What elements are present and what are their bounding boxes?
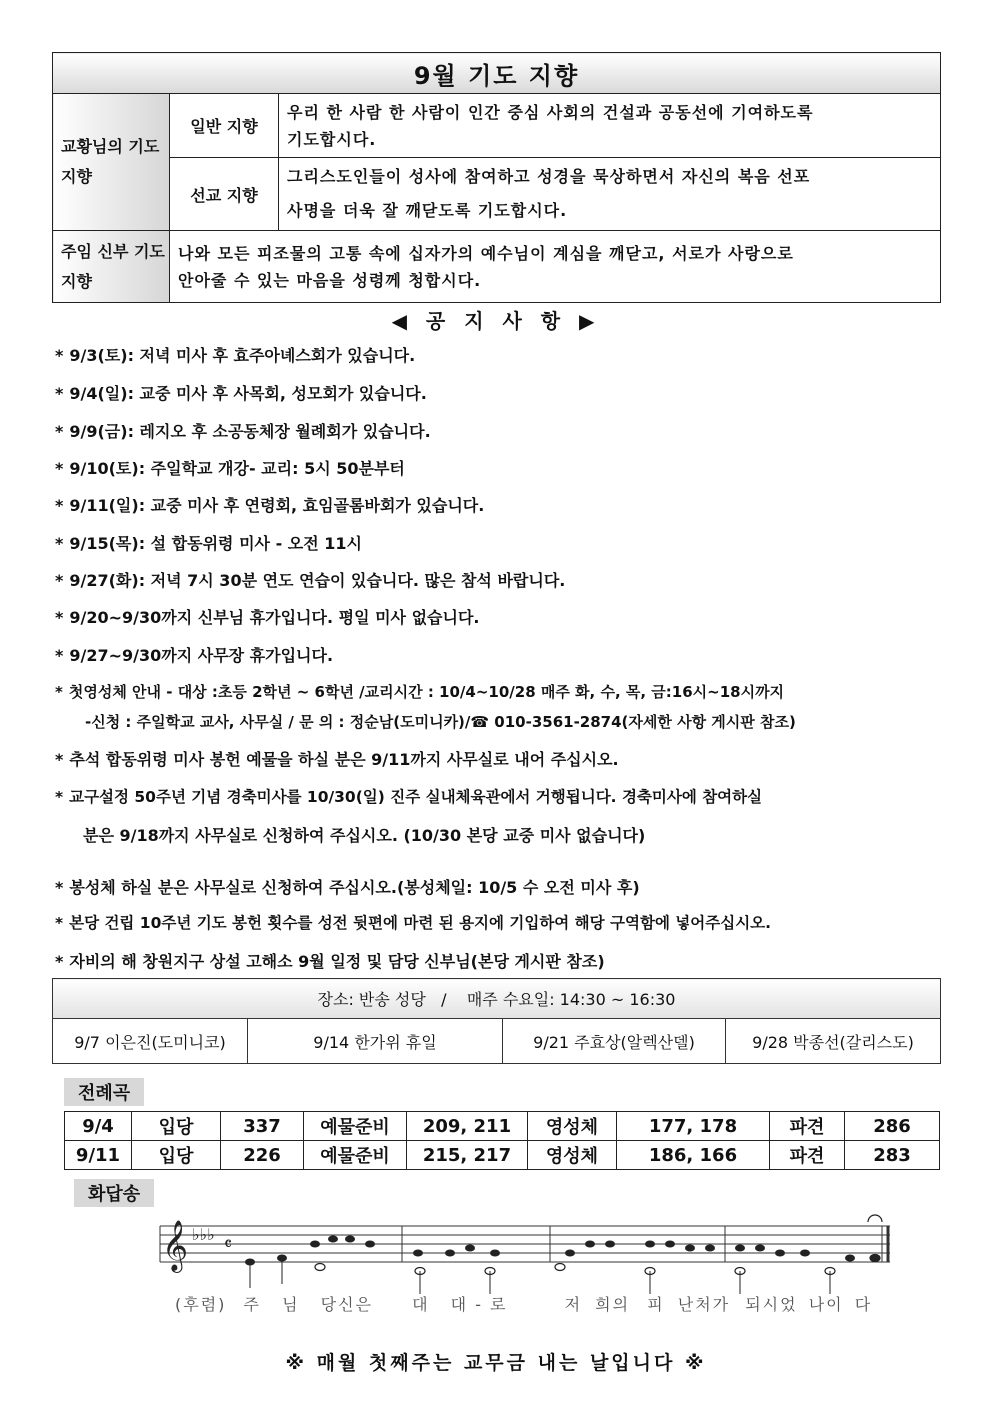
first-communion-notice: * 첫영성체 안내 - 대상 :초등 2학년 ~ 6학년 /교리시간 : 10/4~10/28 매주 화, 수, 목, 금:16시~18시까지 [55,683,785,701]
notice-item: * 9/20~9/30까지 신부님 휴가입니다. 평일 미사 없습니다. [55,608,480,627]
notice-item: * 9/11(일): 교중 미사 후 연령회, 효임골롬바회가 있습니다. [55,496,485,515]
confession-date-cell: 9/7 이은진(도미니코) [53,1019,248,1064]
notice-item: * 9/4(일): 교중 미사 후 사목회, 성모회가 있습니다. [55,384,427,403]
first-communion-notice-line2: -신청 : 주일학교 교사, 사무실 / 문 의 : 정순남(도미니카)/☎ 010-3561-2874(자세한 사항 게시판 참조) [85,713,796,731]
hymns-table [64,1111,940,1170]
mission-intention-label: 선교 지향 [170,158,279,231]
confession-header: 장소: 반송 성당 / 매주 수요일: 14:30 ~ 16:30 [53,979,941,1019]
psalm-label: 화답송 [74,1179,154,1207]
notice-item: * 9/15(목): 설 합동위령 미사 - 오전 11시 [55,534,362,553]
confession-intro: * 자비의 해 창원지구 상설 고해소 9월 일정 및 담당 신부님(본당 게시판 참조) [55,952,605,971]
anniversary-notice: * 교구설정 50주년 기념 경축미사를 10/30(일) 진주 실내체육관에서 거행됩니다. 경축미사에 참여하실 [55,788,763,806]
notice-item: * 9/3(토): 저녁 미사 후 효주아녜스회가 있습니다. [55,346,416,365]
pastor-intention-label: 주임 신부 기도 지향 [53,231,170,303]
table-row: 9/4 입당 337 예물준비 209, 211 영성체 177, 178 파견 286 [65,1112,940,1141]
confession-date-cell: 9/21 주효상(알렉산델) [503,1019,726,1064]
notice-item: * 9/27(화): 저녁 7시 30분 연도 연습이 있습니다. 많은 참석 바랍니다. [55,571,566,590]
chuseok-notice: * 추석 합동위령 미사 봉헌 예물을 하실 분은 9/11까지 사무실로 내어 주십시오. [55,750,619,769]
footer-note: ※ 매월 첫째주는 교무금 내는 날입니다 ※ [285,1352,707,1374]
table-row: 9/11 입당 226 예물준비 215, 217 영성체 186, 166 파견 283 [65,1141,940,1170]
notice-item: * 9/10(토): 주일학교 개강- 교리: 5시 50분부터 [55,459,405,478]
confession-date-cell: 9/28 박종선(갈리스도) [726,1019,941,1064]
confession-schedule-table [52,978,941,1064]
anointing-notice: * 봉성체 하실 분은 사무실로 신청하여 주십시오.(봉성체일: 10/5 수 오전 미사 후) [55,878,640,897]
notice-item: * 9/9(금): 레지오 후 소공동체장 월례회가 있습니다. [55,422,431,441]
svg-text:𝄞: 𝄞 [162,1220,189,1271]
psalm-lyrics: (후렴) 주 님 당신은 대 대 - 로 저 희의 피 난처가 되시었 나이 다 [175,1295,873,1314]
general-intention-label: 일반 지향 [170,94,279,158]
svg-text:♭♭♭: ♭♭♭ [192,1225,215,1244]
notice-item: * 9/27~9/30까지 사무장 휴가입니다. [55,646,334,665]
anniversary-notice-line2: 분은 9/18까지 사무실로 신청하여 주십시오. (10/30 본당 교중 미사 없습니다) [83,826,646,845]
pope-intention-label: 교황님의 기도 지향 [53,94,170,231]
prayer-table [52,52,941,303]
hymns-label: 전례곡 [64,1078,144,1106]
building-notice: * 본당 건립 10주년 기도 봉헌 횟수를 성전 뒷편에 마련 된 용지에 기입하여 해당 구역함에 넣어주십시오. [55,914,772,932]
svg-text:𝄴: 𝄴 [224,1234,233,1255]
notice-title: ◀ 공 지 사 항 ▶ [391,309,601,333]
pastor-intention-text: 나와 모든 피조물의 고통 속에 십자가의 예수님이 계심을 깨닫고, 서로가 사랑으로 안아줄 수 있는 마음을 성령께 청합시다. [170,231,941,303]
mission-intention-text: 그리스도인들이 성사에 참여하고 성경을 묵상하면서 자신의 복음 선포 사명을 더욱 잘 깨닫도록 기도합시다. [279,158,941,231]
general-intention-text: 우리 한 사람 한 사람이 인간 중심 사회의 건설과 공동선에 기여하도록 기도합시다. [279,94,941,158]
confession-date-cell: 9/14 한가위 휴일 [248,1019,503,1064]
prayer-title: 9월 기도 지향 [53,53,941,94]
